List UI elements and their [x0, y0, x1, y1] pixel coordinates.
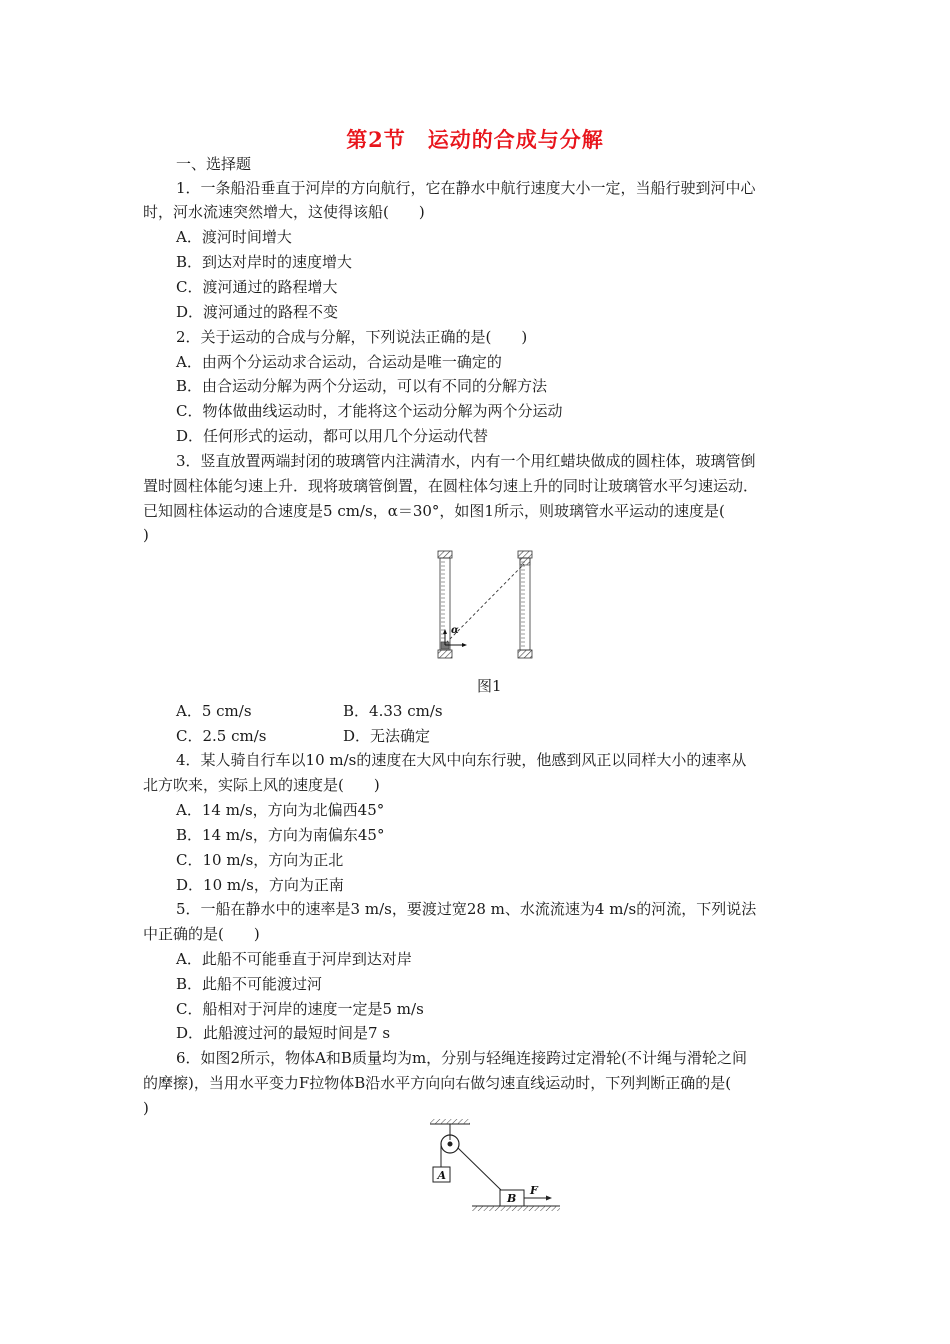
q5-option-b: B．此船不可能渡过河 [176, 975, 323, 993]
q4-option-b: B．14 m/s，方向为南偏东45° [176, 826, 385, 844]
q3-stem-line-4: ) [143, 526, 149, 544]
block-a-label: A [437, 1169, 447, 1182]
figure-1-glass-tubes [430, 548, 550, 664]
force-f-label: F [530, 1184, 538, 1197]
q1-stem-line-1: 1．一条船沿垂直于河岸的方向航行，它在静水中航行速度大小一定，当船行驶到河中心 [176, 179, 756, 197]
q6-stem-line-3: ) [143, 1099, 149, 1117]
q2-option-a: A．由两个分运动求合运动，合运动是唯一确定的 [176, 353, 502, 371]
q1-option-c: C．渡河通过的路程增大 [176, 278, 338, 296]
section-heading: 一、选择题 [176, 155, 252, 173]
q2-stem: 2．关于运动的合成与分解，下列说法正确的是( ) [176, 328, 528, 346]
q1-stem-line-2: 时，河水流速突然增大，这使得该船( ) [143, 203, 425, 221]
q3-stem-line-2: 置时圆柱体能匀速上升．现将玻璃管倒置，在圆柱体匀速上升的同时让玻璃管水平匀速运动． [143, 477, 759, 495]
q4-stem-line-2: 北方吹来，实际上风的速度是( ) [143, 776, 380, 794]
block-b-label: B [507, 1192, 517, 1205]
q1-option-a: A．渡河时间增大 [176, 228, 292, 246]
q4-option-c: C．10 m/s，方向为正北 [176, 851, 344, 869]
q1-option-b: B．到达对岸时的速度增大 [176, 253, 353, 271]
q4-option-d: D．10 m/s，方向为正南 [176, 876, 344, 894]
q5-option-a: A．此船不可能垂直于河岸到达对岸 [176, 950, 412, 968]
page-title: 第2节 运动的合成与分解 [346, 127, 604, 152]
q3-stem-line-3: 已知圆柱体运动的合速度是5 cm/s，α＝30°，如图1所示，则玻璃管水平运动的速度是( [143, 502, 725, 520]
figure-1-alpha-label: α [451, 625, 459, 636]
q4-stem-line-1: 4．某人骑自行车以10 m/s的速度在大风中向东行驶，他感到风正以同样大小的速率从 [176, 751, 747, 769]
q3-option-c: C．2.5 cm/s [176, 727, 267, 745]
q3-option-b: B．4.33 cm/s [343, 702, 443, 720]
q5-option-c: C．船相对于河岸的速度一定是5 m/s [176, 1000, 424, 1018]
figure-2-pulley-system [420, 1116, 570, 1216]
q6-stem-line-1: 6．如图2所示，物体A和B质量均为m，分别与轻绳连接跨过定滑轮(不计绳与滑轮之间 [176, 1049, 748, 1067]
q3-option-d: D．无法确定 [343, 727, 431, 745]
q3-stem-line-1: 3．竖直放置两端封闭的玻璃管内注满清水，内有一个用红蜡块做成的圆柱体，玻璃管倒 [176, 452, 756, 470]
q2-option-c: C．物体做曲线运动时，才能将这个运动分解为两个分运动 [176, 402, 563, 420]
q4-option-a: A．14 m/s，方向为北偏西45° [176, 801, 385, 819]
q1-option-d: D．渡河通过的路程不变 [176, 303, 339, 321]
q5-stem-line-2: 中正确的是( ) [143, 925, 260, 943]
q6-stem-line-2: 的摩擦)，当用水平变力F拉物体B沿水平方向向右做匀速直线运动时，下列判断正确的是( [143, 1074, 732, 1092]
q2-option-d: D．任何形式的运动，都可以用几个分运动代替 [176, 427, 489, 445]
q2-option-b: B．由合运动分解为两个分运动，可以有不同的分解方法 [176, 377, 548, 395]
q5-stem-line-1: 5．一船在静水中的速率是3 m/s，要渡过宽28 m、水流流速为4 m/s的河流，下列说法 [176, 900, 757, 918]
q3-option-a: A．5 cm/s [176, 702, 252, 720]
q5-option-d: D．此船渡过河的最短时间是7 s [176, 1024, 391, 1042]
figure-1-caption: 图1 [477, 677, 502, 695]
